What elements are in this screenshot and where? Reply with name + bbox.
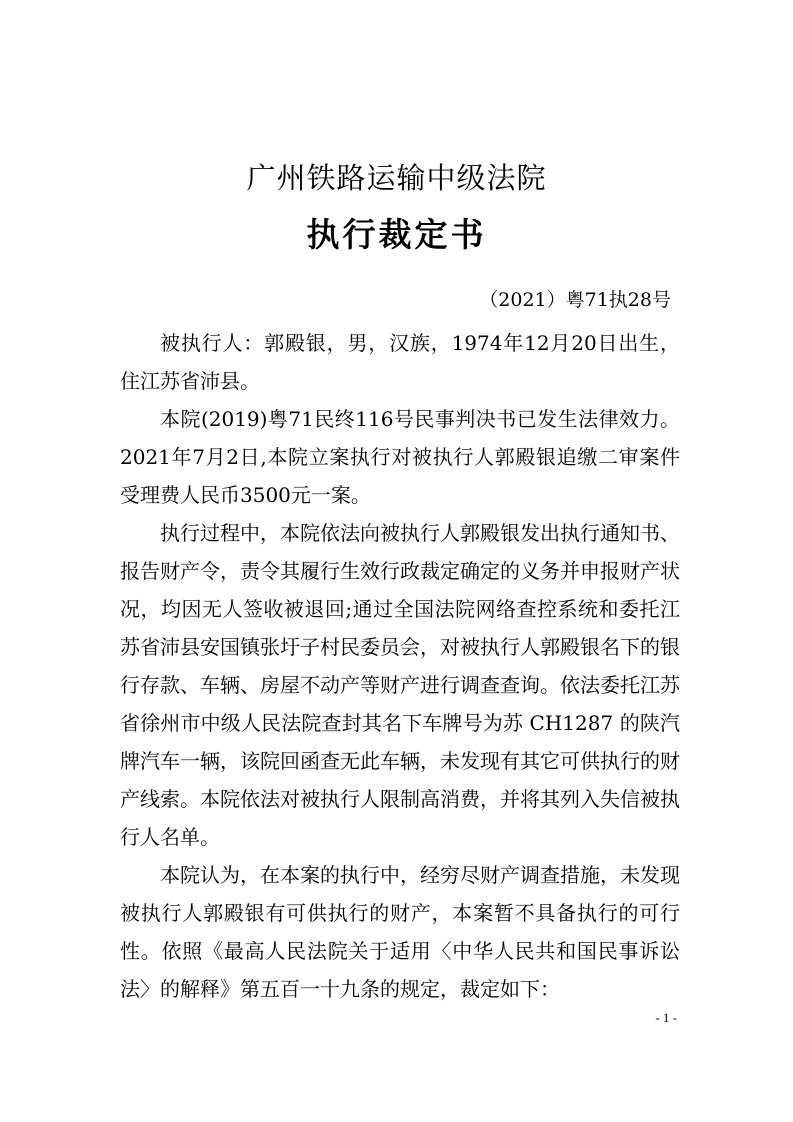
court-name: 广州铁路运输中级法院 — [246, 161, 547, 195]
paragraph-court-opinion: 本院认为，在本案的执行中，经穷尽财产调查措施，未发现被执行人郭殿银有可供执行的财产，本案暂不具备执行的可行性。依照《最高人民法院关于适用〈中华人民共和国民事诉讼法〉的解释》第五百一十九条的规定，裁定如下： — [120, 863, 680, 1001]
page-number: - 1 - — [655, 1010, 677, 1025]
document-title: 执行裁定书 — [306, 215, 487, 254]
paragraph-party: 被执行人：郭殿银，男，汉族，1974年12月20日出生，住江苏省沛县。 — [120, 331, 680, 393]
document-body — [120, 324, 680, 1008]
case-number: （2021）粤71执28号 — [479, 289, 671, 311]
paragraph-enforcement-process: 执行过程中，本院依法向被执行人郭殿银发出执行通知书、报告财产令，责令其履行生效行政裁定确定的义务并申报财产状况，均因无人签收被退回;通过全国法院网络查控系统和委托江苏省沛县安国镇张圩子村民委员会，对被执行人郭殿银名下的银行存款、车辆、房屋不动产等财产进行调查查询。依法委托江苏省徐州市中级人民法院查封其名下车牌号为苏 CH1287 的陕汽牌汽车一辆，该院回函查无此车辆，未发现有其它可供执行的财产线索。本院依法对被执行人限制高消费，并将其列入失信被执行人名单。 — [120, 521, 680, 849]
paragraph-case-background: 本院(2019)粤71民终116号民事判决书已发生法律效力。2021年7月2日,本院立案执行对被执行人郭殿银追缴二审案件受理费人民币3500元一案。 — [120, 407, 680, 507]
